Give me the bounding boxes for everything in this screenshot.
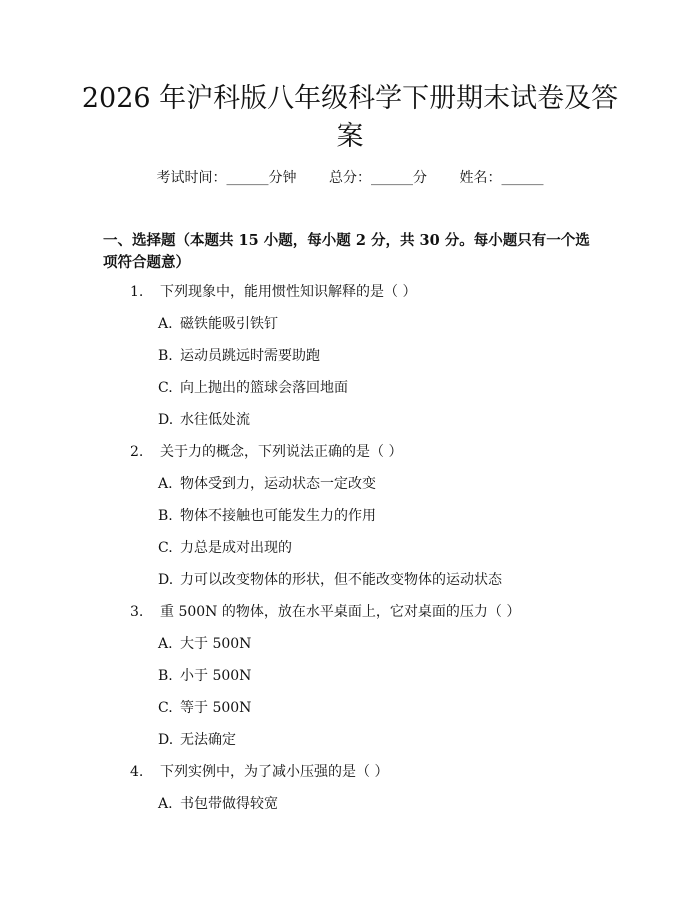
option-text: 磁铁能吸引铁钉: [180, 316, 278, 332]
student-name-field: 姓名：______: [459, 170, 544, 186]
question-3-option-b: [158, 666, 251, 686]
question-1-option-d: [158, 410, 250, 430]
question-3: [130, 602, 520, 622]
exam-info: [0, 168, 700, 188]
question-2-option-b: [158, 506, 376, 526]
question-3-option-d: [158, 730, 236, 750]
question-2-option-d: [158, 570, 502, 590]
question-number: 4.: [130, 764, 144, 780]
question-number: 2.: [130, 444, 144, 460]
option-text: 力可以改变物体的形状，但不能改变物体的运动状态: [180, 572, 502, 588]
title-line-1: 2026 年沪科版八年级科学下册期末试卷及答: [81, 83, 619, 114]
option-text: 水往低处流: [180, 412, 250, 428]
option-letter: A.: [158, 316, 173, 332]
question-2-option-c: [158, 538, 292, 558]
question-3-option-c: [158, 698, 251, 718]
option-letter: B.: [158, 668, 173, 684]
option-text: 物体不接触也可能发生力的作用: [180, 508, 376, 524]
option-letter: A.: [158, 636, 173, 652]
question-number: 1.: [130, 284, 144, 300]
option-letter: C.: [158, 700, 173, 716]
option-text: 力总是成对出现的: [180, 540, 292, 556]
option-letter: A.: [158, 476, 173, 492]
option-text: 向上抛出的篮球会落回地面: [180, 380, 348, 396]
question-text: 下列现象中，能用惯性知识解释的是（ ）: [160, 284, 417, 300]
question-1-option-a: [158, 314, 278, 334]
question-1-option-c: [158, 378, 348, 398]
option-text: 等于 500N: [180, 700, 252, 716]
option-letter: D.: [158, 572, 174, 588]
option-letter: C.: [158, 540, 173, 556]
question-1-option-b: [158, 346, 320, 366]
question-4-option-a: [158, 794, 278, 814]
exam-time-field: 考试时间：______分钟: [156, 170, 297, 186]
question-3-option-a: [158, 634, 251, 654]
question-text: 下列实例中，为了减小压强的是（ ）: [160, 764, 389, 780]
option-letter: A.: [158, 796, 173, 812]
question-4: [130, 762, 388, 782]
question-number: 3.: [130, 604, 144, 620]
title-line-2: 案: [336, 121, 364, 152]
option-text: 无法确定: [180, 732, 236, 748]
question-text: 关于力的概念，下列说法正确的是（ ）: [160, 444, 403, 460]
option-letter: B.: [158, 508, 173, 524]
question-text: 重 500N 的物体，放在水平桌面上，它对桌面的压力（ ）: [160, 604, 521, 620]
option-text: 小于 500N: [180, 668, 252, 684]
option-letter: D.: [158, 732, 174, 748]
question-1: [130, 282, 416, 302]
option-letter: C.: [158, 380, 173, 396]
option-text: 书包带做得较宽: [180, 796, 278, 812]
option-text: 物体受到力，运动状态一定改变: [180, 476, 376, 492]
option-text: 运动员跳远时需要助跑: [180, 348, 320, 364]
question-2: [130, 442, 402, 462]
total-score-field: 总分：______分: [329, 170, 427, 186]
option-text: 大于 500N: [180, 636, 252, 652]
section-heading: 一、选择题（本题共 15 小题，每小题 2 分，共 30 分。每小题只有一个选项符合题意）: [103, 232, 590, 271]
page-title: [60, 80, 640, 156]
option-letter: B.: [158, 348, 173, 364]
question-2-option-a: [158, 474, 376, 494]
option-letter: D.: [158, 412, 174, 428]
